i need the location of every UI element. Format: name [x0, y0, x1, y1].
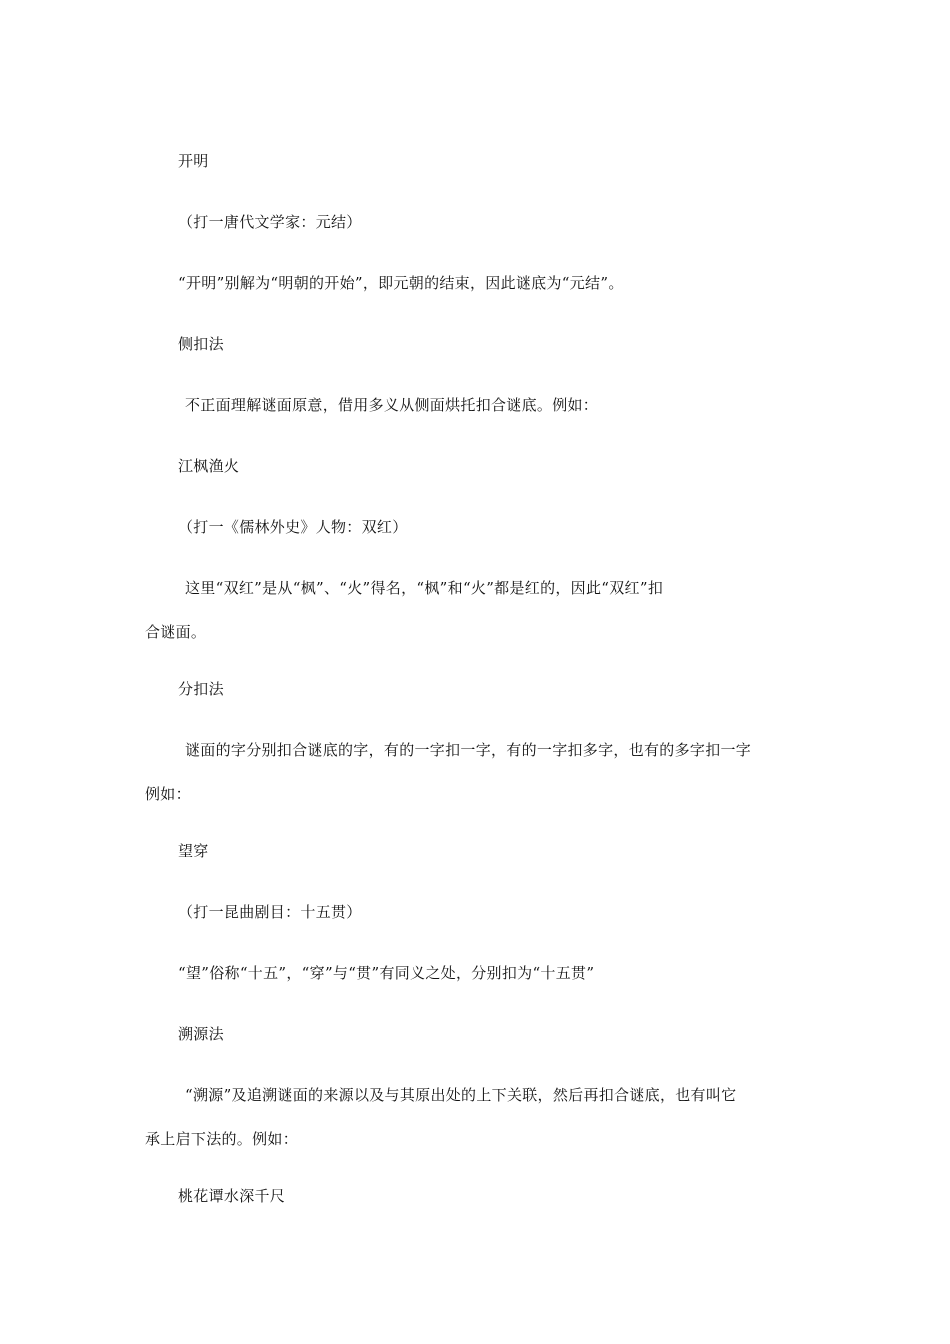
- riddle-wangchuan: 望穿: [178, 842, 209, 860]
- description-fenkoufa: [145, 728, 751, 816]
- riddle-jiangfeng: 江枫渔火: [178, 457, 240, 475]
- description-suyuanfa-line-1: “溯源”及追溯谜面的来源以及与其原出处的上下关联，然后再扣合谜底，也有叫它: [185, 1086, 737, 1104]
- description-cekoufa: 不正面理解谜面原意，借用多义从侧面烘托扣合谜底。例如：: [185, 396, 599, 414]
- answer-shiwuguan: （打一昆曲剧目：十五贯）: [178, 903, 362, 921]
- explanation-jiangfeng-line-1: 这里“双红”是从“枫”、“火”得名，“枫”和“火”都是红的，因此“双红”扣: [185, 579, 664, 597]
- description-fenkoufa-line-2: 例如：: [145, 785, 191, 803]
- explanation-wangchuan: “望”俗称“十五”，“穿”与“贯”有同义之处，分别扣为“十五贯”: [178, 964, 595, 982]
- explanation-jiangfeng: [145, 566, 663, 654]
- description-fenkoufa-line-1: 谜面的字分别扣合谜底的字，有的一字扣一字，有的一字扣多字，也有的多字扣一字: [185, 741, 752, 759]
- heading-suyuanfa: 溯源法: [178, 1025, 224, 1043]
- answer-yuanjie: （打一唐代文学家：元结）: [178, 213, 362, 231]
- heading-cekoufa: 侧扣法: [178, 335, 224, 353]
- explanation-kaiming: “开明”别解为“明朝的开始”，即元朝的结束，因此谜底为“元结”。: [178, 274, 624, 292]
- riddle-taohuatan: 桃花谭水深千尺: [178, 1187, 286, 1205]
- answer-shuanghong: （打一《儒林外史》人物：双红）: [178, 518, 408, 536]
- riddle-kaiming: 开明: [178, 152, 209, 170]
- heading-fenkoufa: 分扣法: [178, 680, 224, 698]
- description-suyuanfa: [145, 1073, 736, 1161]
- description-suyuanfa-line-2: 承上启下法的。例如：: [145, 1130, 299, 1148]
- explanation-jiangfeng-line-2: 合谜面。: [145, 623, 207, 641]
